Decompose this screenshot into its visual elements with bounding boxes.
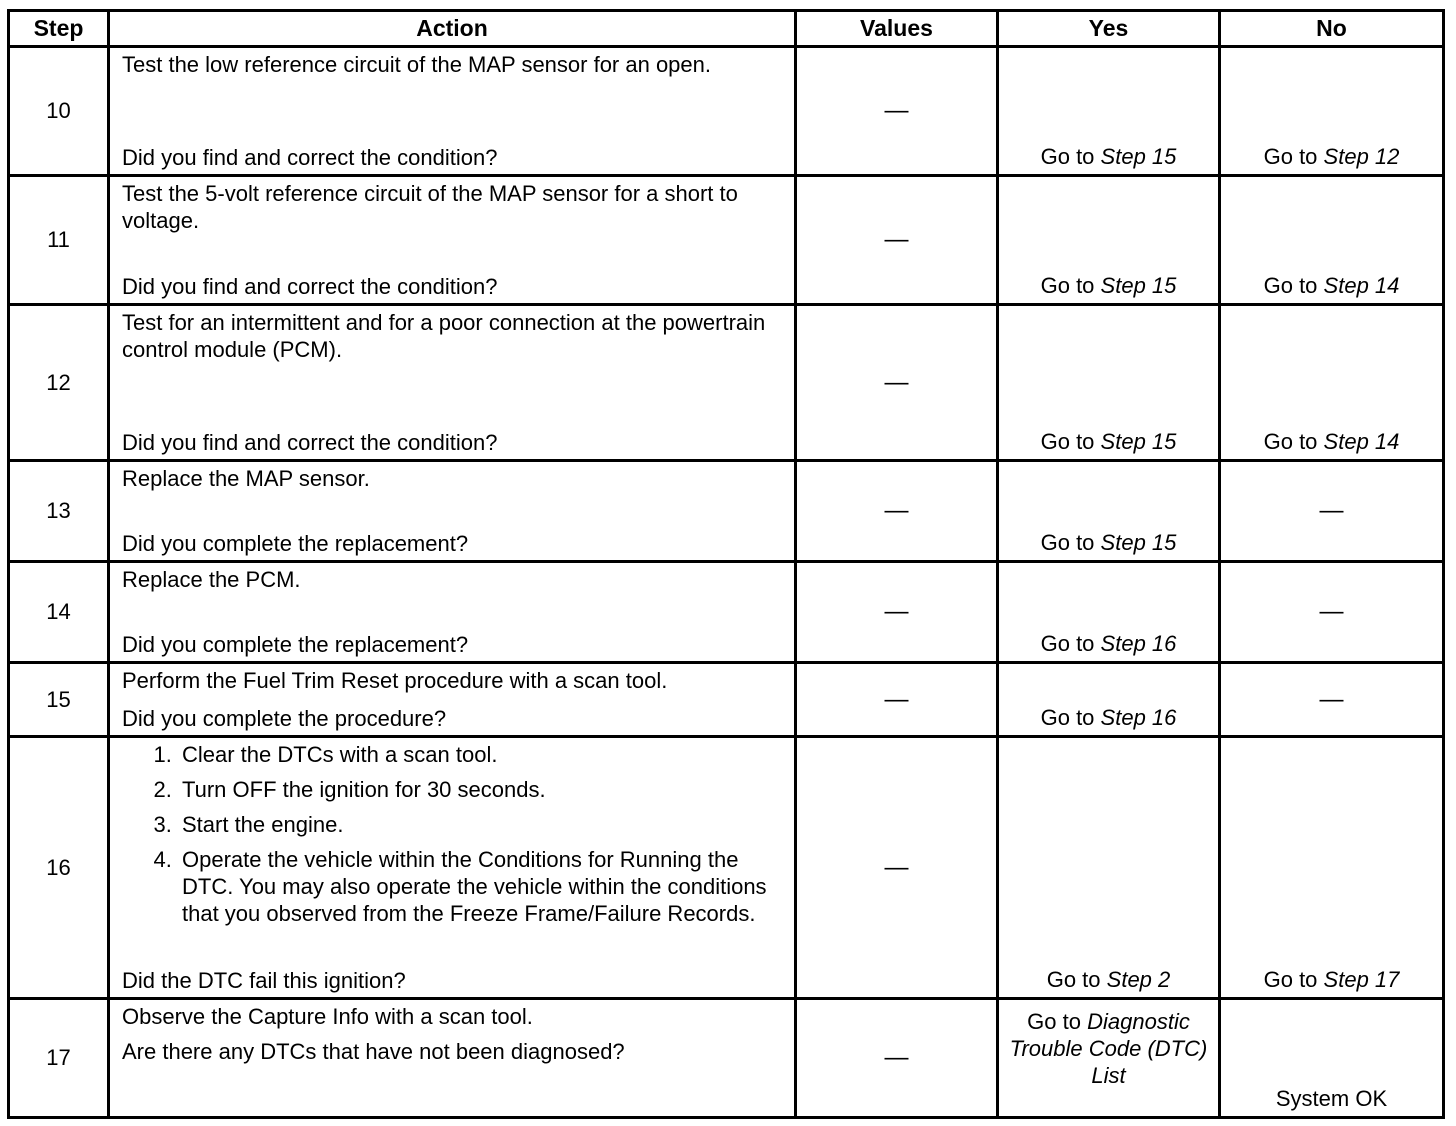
no-cell: System OK bbox=[1220, 999, 1444, 1118]
goto-step-link[interactable]: Step 15 bbox=[1100, 530, 1177, 555]
goto-prefix: Go to bbox=[1263, 429, 1318, 454]
values-cell: — bbox=[796, 737, 998, 999]
action-cell bbox=[109, 47, 796, 176]
no-cell bbox=[1220, 176, 1444, 305]
table-row bbox=[9, 176, 1444, 305]
table-row bbox=[9, 47, 1444, 176]
values-cell: — bbox=[796, 461, 998, 562]
step-number: 14 bbox=[9, 562, 109, 663]
yes-cell bbox=[998, 663, 1220, 737]
goto-prefix: Go to bbox=[1040, 273, 1095, 298]
action-cell bbox=[109, 999, 796, 1118]
goto-prefix: Go to bbox=[1040, 144, 1095, 169]
question-text: Did you complete the replacement? bbox=[122, 632, 469, 657]
step-number: 15 bbox=[9, 663, 109, 737]
table-row bbox=[9, 562, 1444, 663]
goto-prefix: Go to bbox=[1040, 530, 1095, 555]
header-values: Values bbox=[796, 11, 998, 47]
values-cell: — bbox=[796, 999, 998, 1118]
yes-cell bbox=[998, 999, 1220, 1118]
yes-cell bbox=[998, 47, 1220, 176]
question-text: Did you complete the replacement? bbox=[122, 531, 469, 556]
action-cell bbox=[109, 562, 796, 663]
goto-step-link[interactable]: Step 15 bbox=[1100, 429, 1177, 454]
header-no: No bbox=[1220, 11, 1444, 47]
action-text: Perform the Fuel Trim Reset procedure with a scan tool. bbox=[122, 668, 668, 693]
action-text: Test the 5-volt reference circuit of the MAP sensor for a short to voltage. bbox=[122, 181, 738, 233]
action-cell bbox=[109, 305, 796, 461]
list-item: 4. Operate the vehicle within the Conditions for Running the DTC. You may also operate the vehicle within the conditions that you observed from the Freeze Frame/Failure Records. bbox=[178, 846, 786, 927]
goto-prefix: Go to bbox=[1040, 705, 1095, 730]
goto-step-link[interactable]: Step 17 bbox=[1323, 967, 1400, 992]
values-cell: — bbox=[796, 663, 998, 737]
yes-cell bbox=[998, 461, 1220, 562]
goto-prefix: Go to bbox=[1263, 144, 1318, 169]
diagnostic-table bbox=[7, 9, 1445, 1119]
table-row bbox=[9, 305, 1444, 461]
no-cell bbox=[1220, 305, 1444, 461]
header-action: Action bbox=[109, 11, 796, 47]
question-text: Did you find and correct the condition? bbox=[122, 430, 498, 455]
goto-dtc-list-link[interactable]: Diagnostic Trouble Code (DTC) List bbox=[1009, 1009, 1208, 1088]
goto-step-link[interactable]: Step 16 bbox=[1100, 631, 1177, 656]
yes-cell bbox=[998, 176, 1220, 305]
goto-prefix: Go to bbox=[1040, 429, 1095, 454]
values-cell: — bbox=[796, 176, 998, 305]
goto-step-link[interactable]: Step 15 bbox=[1100, 144, 1177, 169]
action-cell bbox=[109, 461, 796, 562]
question-text: Did you find and correct the condition? bbox=[122, 274, 498, 299]
action-text: Replace the MAP sensor. bbox=[122, 466, 370, 491]
goto-step-link[interactable]: Step 16 bbox=[1100, 705, 1177, 730]
step-number: 12 bbox=[9, 305, 109, 461]
question-text: Did you find and correct the condition? bbox=[122, 145, 498, 170]
goto-step-link[interactable]: Step 15 bbox=[1100, 273, 1177, 298]
no-cell: — bbox=[1220, 562, 1444, 663]
values-cell: — bbox=[796, 562, 998, 663]
table-row bbox=[9, 737, 1444, 999]
goto-step-link[interactable]: Step 2 bbox=[1106, 967, 1171, 992]
values-cell: — bbox=[796, 47, 998, 176]
action-text: Observe the Capture Info with a scan tool. bbox=[122, 1004, 533, 1029]
action-text: Test the low reference circuit of the MAP sensor for an open. bbox=[122, 52, 712, 77]
question-text: Did the DTC fail this ignition? bbox=[122, 968, 406, 993]
goto-prefix: Go to bbox=[1040, 631, 1095, 656]
action-text: Test for an intermittent and for a poor connection at the powertrain control module (PCM). bbox=[122, 310, 766, 362]
header-step: Step bbox=[9, 11, 109, 47]
header-row bbox=[9, 11, 1444, 47]
goto-step-link[interactable]: Step 12 bbox=[1323, 144, 1400, 169]
goto-step-link[interactable]: Step 14 bbox=[1323, 273, 1400, 298]
action-cell bbox=[109, 176, 796, 305]
values-cell: — bbox=[796, 305, 998, 461]
no-cell: — bbox=[1220, 461, 1444, 562]
yes-cell bbox=[998, 562, 1220, 663]
question-text: Are there any DTCs that have not been diagnosed? bbox=[122, 1039, 625, 1064]
step-number: 13 bbox=[9, 461, 109, 562]
list-item: 2. Turn OFF the ignition for 30 seconds. bbox=[178, 776, 786, 803]
goto-step-link[interactable]: Step 14 bbox=[1323, 429, 1400, 454]
action-cell bbox=[109, 663, 796, 737]
no-cell bbox=[1220, 737, 1444, 999]
goto-prefix: Go to bbox=[1027, 1009, 1081, 1034]
goto-prefix: Go to bbox=[1263, 273, 1318, 298]
no-cell bbox=[1220, 47, 1444, 176]
action-cell bbox=[109, 737, 796, 999]
step-number: 16 bbox=[9, 737, 109, 999]
procedure-list bbox=[122, 741, 786, 927]
table-row bbox=[9, 999, 1444, 1118]
table-row bbox=[9, 461, 1444, 562]
action-text: Replace the PCM. bbox=[122, 567, 301, 592]
yes-cell bbox=[998, 305, 1220, 461]
yes-cell bbox=[998, 737, 1220, 999]
list-item: 1. Clear the DTCs with a scan tool. bbox=[178, 741, 786, 768]
step-number: 10 bbox=[9, 47, 109, 176]
question-text: Did you complete the procedure? bbox=[122, 706, 447, 731]
goto-prefix: Go to bbox=[1263, 967, 1318, 992]
list-item: 3. Start the engine. bbox=[178, 811, 786, 838]
header-yes: Yes bbox=[998, 11, 1220, 47]
step-number: 17 bbox=[9, 999, 109, 1118]
table-row bbox=[9, 663, 1444, 737]
step-number: 11 bbox=[9, 176, 109, 305]
no-cell: — bbox=[1220, 663, 1444, 737]
goto-prefix: Go to bbox=[1046, 967, 1101, 992]
